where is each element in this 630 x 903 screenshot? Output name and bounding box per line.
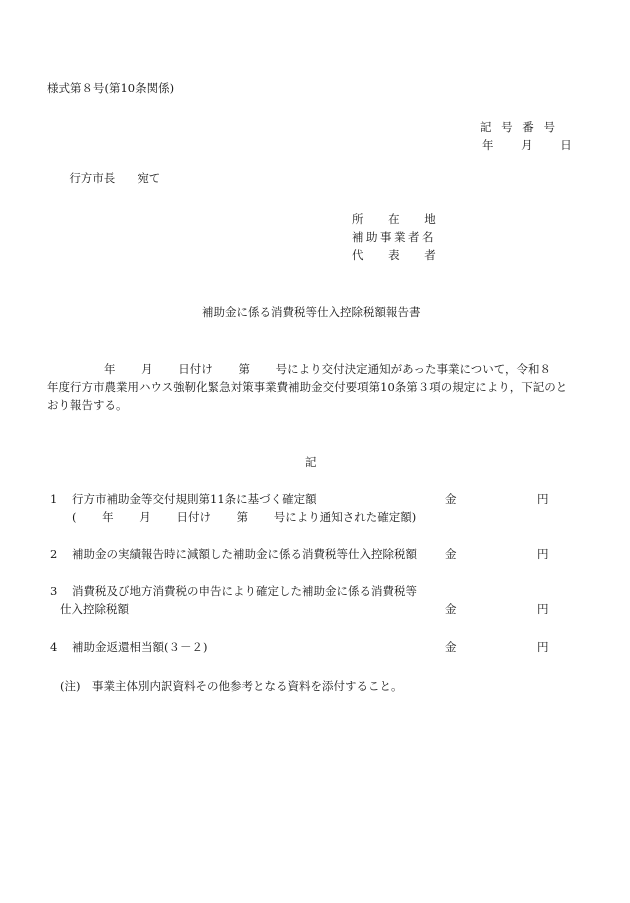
item-1-number: 1	[50, 492, 58, 506]
item-3-kin: 金	[445, 602, 457, 616]
item-4-kin: 金	[445, 640, 457, 654]
applicant-business-label: 補助事業者名	[352, 230, 436, 244]
addressee-suffix: 宛て	[137, 171, 161, 186]
body-line-3: おり報告する。	[47, 398, 128, 412]
item-3-number: 3	[50, 584, 58, 598]
item-2-number: 2	[50, 547, 58, 561]
item-1-text: 行方市補助金等交付規則第11条に基づく確定額	[72, 492, 317, 506]
item-1-subtext: ( 年 月 日付け 第 号により通知された確定額)	[72, 510, 417, 524]
document-number-label: 記 号 番 号	[480, 120, 555, 134]
document-title: 補助金に係る消費税等仕入控除税額報告書	[202, 305, 421, 319]
item-1-yen: 円	[537, 492, 549, 506]
attachment-note: (注) 事業主体別内訳資料その他参考となる資料を添付すること。	[60, 679, 403, 693]
form-number: 様式第８号(第10条関係)	[47, 81, 175, 95]
item-2-yen: 円	[537, 547, 549, 561]
item-3-yen: 円	[537, 602, 549, 616]
applicant-representative-label: 代 表 者	[352, 248, 436, 262]
applicant-address-label: 所 在 地	[352, 212, 436, 226]
document-date: 年 月 日	[482, 138, 572, 152]
addressee	[62, 157, 160, 186]
body-line-1: 年 月 日付け 第 号により交付決定通知があった事業について，令和８	[104, 362, 552, 376]
addressee-name: 行方市長	[69, 171, 116, 186]
item-3-text-continued: 仕入控除税額	[60, 602, 129, 616]
item-2-kin: 金	[445, 547, 457, 561]
body-line-2: 年度行方市農業用ハウス強靭化緊急対策事業費補助金交付要項第10条第３項の規定により，下記のと	[47, 380, 568, 394]
ki-heading: 記	[305, 455, 317, 469]
item-4-number: 4	[50, 640, 58, 654]
item-1-kin: 金	[445, 492, 457, 506]
item-2-text: 補助金の実績報告時に減額した補助金に係る消費税等仕入控除税額	[72, 547, 417, 561]
item-3-text: 消費税及び地方消費税の申告により確定した補助金に係る消費税等	[72, 584, 417, 598]
item-4-text: 補助金返還相当額(３－２)	[72, 640, 208, 654]
item-4-yen: 円	[537, 640, 549, 654]
